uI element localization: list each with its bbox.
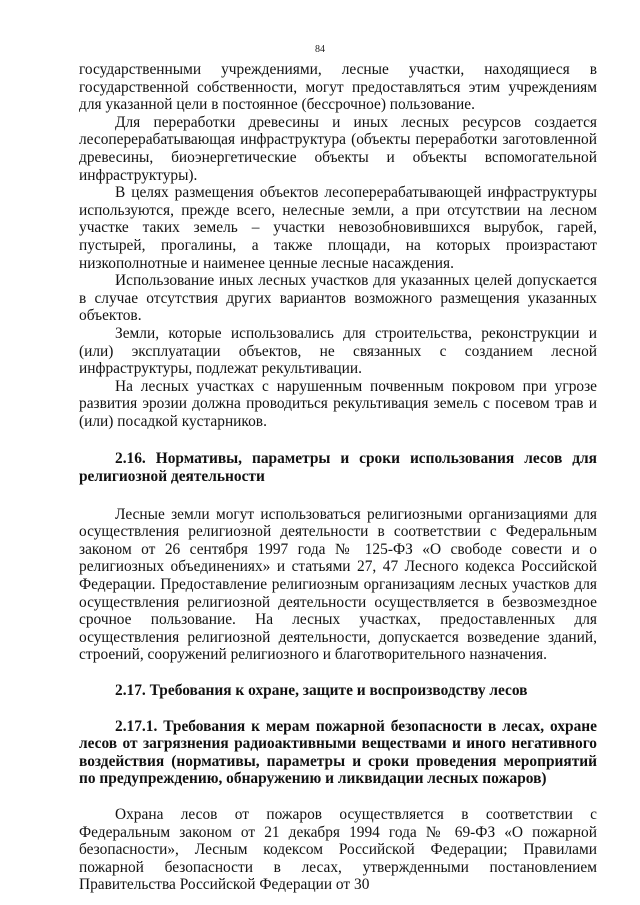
spacer: [79, 430, 597, 450]
paragraph-state-institutions: государственными учреждениями, лесные участки, находящиеся в государственной собственности, могут предоставляться этим учреждениям для указанной цели в постоянное (бессрочное) пользование.: [79, 61, 597, 114]
section-heading-2-17: 2.17. Требования к охране, защите и воспроизводству лесов: [115, 682, 528, 699]
paragraph-recultivation: Земли, которые использовались для строительства, реконструкции и (или) эксплуатации объектов, не связанных с созданием лесной инфраструктуры, подлежат рекультивации.: [79, 324, 597, 378]
paragraph-erosion: На лесных участках с нарушенным почвенным покровом при угрозе развития эрозии должна проводиться рекультивация земель с посевом трав и (или) посадкой кустарников.: [79, 377, 597, 430]
paragraph-processing-infrastructure: Для переработки древесины и иных лесных ресурсов создается лесоперерабатывающая инфраструктура (объекты переработки заготовленной древесины, биоэнергетические объекты и объекты вспомогательной инфраструктуры).: [79, 113, 597, 184]
spacer: [79, 664, 597, 682]
paragraph-religious-activity: Лесные земли могут использоваться религиозными организациями для осуществления религиозной деятельности в соответствии с Федеральным законом от 26 сентября 1997 года № 125-ФЗ «О свободе совести и о религиозных объединениях» и статьями 27, 47 Лесного кодекса Российской Федерации. Предоставление религиозным организациям лесных участков для осуществления религиозной деятельности осуществляется в безвозмездное срочное пользование. На лесных участках, предоставленных для осуществления религиозной деятельности, допускается возведение зданий, строений, сооружений религиозного и благотворительного назначения.: [79, 505, 597, 664]
page-content: [79, 61, 597, 894]
spacer: [79, 700, 597, 718]
paragraph-placement-lands: В целях размещения объектов лесоперерабатывающей инфраструктуры используются, прежде всего, нелесные земли, а при отсутствии на лесном участке таких земель – участки невозобновившихся вырубок, гарей, пустырей, прогалины, а также площади, на которых произрастают низкополнотные и наименее ценные лесные насаждения.: [79, 184, 597, 272]
paragraph-fire-protection: Охрана лесов от пожаров осуществляется в соответствии с Федеральным законом от 21 декабря 1994 года № 69-ФЗ «О пожарной безопасности», Лесным кодексом Российской Федерации; Правилами пожарной безопасности в лесах, утвержденными постановлением Правительства Российской Федерации от 30: [79, 805, 597, 894]
spacer: [79, 788, 597, 806]
section-heading-2-16: 2.16. Нормативы, параметры и сроки использования лесов для религиозной деятельности: [79, 450, 597, 486]
section-heading-2-17-1: 2.17.1. Требования к мерам пожарной безопасности в лесах, охране лесов от загрязнения радиоактивными веществами и иного негативного воздействия (нормативы, параметры и сроки проведения мероприятий по предупреждению, обнаружению и ликвидации лесных пожаров): [79, 717, 597, 788]
paragraph-other-plots: Использование иных лесных участков для указанных целей допускается в случае отсутствия других вариантов возможного размещения указанных объектов.: [79, 272, 597, 325]
spacer: [79, 486, 597, 506]
page-number: 84: [315, 44, 325, 55]
